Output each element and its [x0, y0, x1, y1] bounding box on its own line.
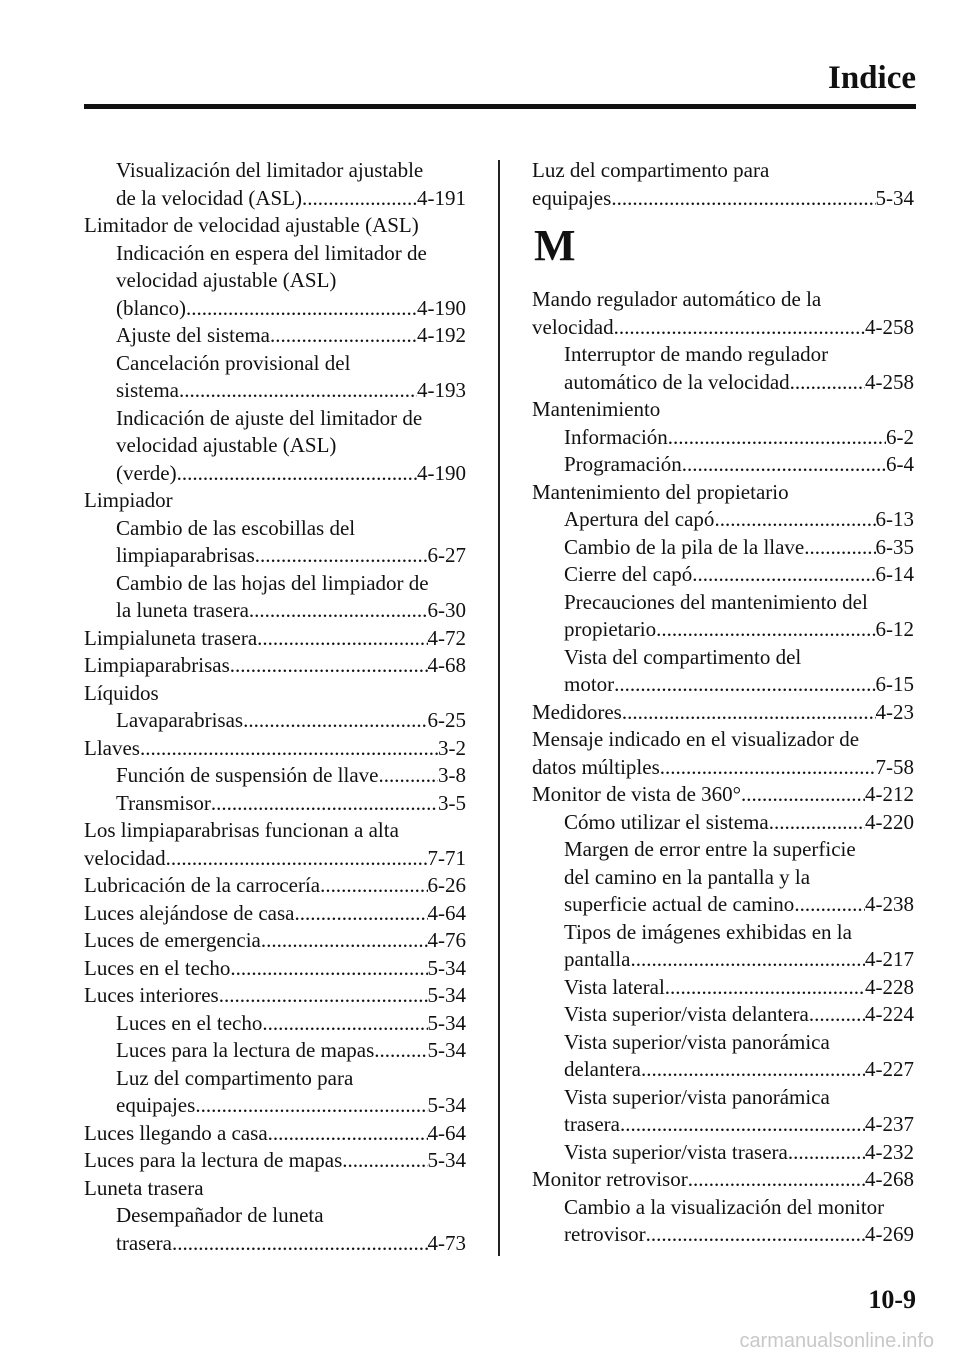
index-entry — [532, 836, 914, 919]
page-reference: 7-71 — [427, 845, 466, 870]
dot-leader — [268, 1120, 428, 1148]
entry-text: automático de la velocidad — [564, 369, 790, 394]
page-reference: 3-2 — [438, 735, 466, 760]
page-reference: 4-232 — [865, 1139, 914, 1164]
index-entry — [84, 405, 466, 488]
dot-leader — [166, 845, 428, 873]
page-reference: 6-15 — [875, 672, 914, 696]
page-reference: 4-191 — [417, 185, 466, 210]
index-entry — [84, 1120, 466, 1148]
dot-leader — [262, 1010, 427, 1038]
entry-text: Luces de emergencia — [84, 928, 261, 952]
index-entry — [532, 1001, 914, 1029]
dot-leader — [249, 597, 428, 625]
index-entry — [532, 1084, 914, 1139]
index-entry — [84, 570, 466, 625]
dot-leader — [172, 1230, 428, 1258]
entry-text: Luces para la lectura de mapas — [84, 1148, 343, 1172]
entry-text: Luces para la lectura de mapas — [116, 1038, 375, 1062]
dot-leader — [769, 809, 865, 837]
entry-text: Limitador de velocidad ajustable (ASL) — [84, 213, 419, 237]
dot-leader — [656, 616, 875, 644]
entry-text: Luces interiores — [84, 983, 219, 1007]
entry-text: Apertura del capó — [564, 507, 715, 531]
index-entry — [84, 735, 466, 763]
index-entry — [84, 927, 466, 955]
entry-text: Información — [564, 424, 668, 449]
dot-leader — [620, 1111, 865, 1139]
entry-text: Mantenimiento — [532, 397, 661, 421]
index-entry — [532, 589, 914, 644]
entry-text: equipajes — [116, 1093, 196, 1117]
entry-text: retrovisor — [564, 1222, 646, 1246]
dot-leader — [230, 955, 427, 983]
entry-text: (verde) — [116, 460, 177, 485]
entry-text: Vista superior/vista panorámica — [564, 1084, 830, 1109]
page-reference: 7-58 — [875, 754, 914, 779]
entry-text: Luces en el techo — [84, 955, 231, 980]
entry-text: Programación — [564, 452, 682, 476]
page-reference: 4-269 — [865, 1222, 914, 1246]
entry-text: Tipos de imágenes exhibidas en la — [564, 919, 852, 944]
page-reference: 4-268 — [865, 1167, 914, 1191]
entry-text: Lavaparabrisas — [116, 708, 244, 732]
index-entry — [84, 1065, 466, 1120]
index-entry — [532, 534, 914, 562]
index-entry — [84, 1202, 466, 1257]
entry-text: Cambio de las hojas del limpiador de — [116, 570, 429, 595]
entry-text: Luces llegando a casa — [84, 1120, 268, 1145]
page-reference: 5-34 — [427, 1038, 466, 1062]
index-entry — [532, 644, 914, 699]
entry-text: Vista superior/vista trasera — [564, 1139, 788, 1164]
entry-text: pantalla — [564, 947, 631, 971]
index-entry — [84, 487, 466, 515]
dot-leader — [302, 185, 417, 213]
dot-leader — [261, 927, 428, 955]
entry-text: Margen de error entre la superficie — [564, 837, 856, 861]
entry-text: Cierre del capó — [564, 562, 693, 586]
entry-text: datos múltiples — [532, 754, 660, 779]
page-reference: 4-76 — [427, 928, 466, 952]
entry-text: Limpiador — [84, 488, 173, 512]
index-entry — [84, 1037, 466, 1065]
entry-text: Visualización del limitador ajustable — [116, 158, 424, 182]
page-reference: 4-190 — [417, 460, 466, 485]
index-column-right — [532, 157, 914, 1249]
index-entry — [532, 699, 914, 727]
page-reference: 5-34 — [427, 955, 466, 980]
entry-text: Limpiaparabrisas — [84, 653, 230, 677]
entry-text: Luneta trasera — [84, 1175, 204, 1200]
entry-text: Monitor de vista de 360° — [532, 782, 742, 806]
dot-leader — [668, 424, 886, 452]
dot-leader — [622, 699, 876, 727]
index-entry — [84, 1175, 466, 1203]
page-reference: 6-14 — [875, 562, 914, 586]
page-reference: 3-5 — [438, 790, 466, 815]
index-entry — [532, 396, 914, 424]
page-reference: 5-34 — [427, 1010, 466, 1035]
entry-text: Función de suspensión de llave — [116, 763, 379, 787]
dot-leader — [788, 1139, 865, 1167]
page-reference: 6-2 — [886, 424, 914, 449]
dot-leader — [804, 534, 875, 562]
page-reference: 4-212 — [865, 782, 914, 806]
dot-leader — [211, 790, 438, 818]
index-entry — [84, 955, 466, 983]
dot-leader — [255, 542, 428, 570]
index-entry — [532, 781, 914, 809]
entry-text: Transmisor — [116, 790, 211, 815]
index-entry — [532, 451, 914, 479]
entry-text: Líquidos — [84, 680, 159, 705]
page-reference: 4-64 — [427, 900, 466, 925]
entry-text: (blanco) — [116, 295, 186, 320]
dot-leader — [257, 625, 427, 653]
index-entry — [84, 240, 466, 323]
column-divider — [498, 160, 500, 1256]
page-reference: 4-217 — [865, 947, 914, 971]
entry-text: Cancelación provisional del — [116, 350, 351, 375]
entry-text: equipajes — [532, 185, 612, 210]
entry-text: Limpialuneta trasera — [84, 625, 258, 650]
dot-leader — [630, 946, 865, 974]
entry-text: la luneta trasera — [116, 598, 249, 622]
dot-leader — [374, 1037, 427, 1065]
entry-text: limpiaparabrisas — [116, 543, 255, 567]
entry-text: velocidad ajustable (ASL) — [116, 268, 337, 292]
section-letter: M — [534, 221, 576, 270]
page-reference: 5-34 — [427, 1148, 466, 1172]
dot-leader — [790, 369, 865, 397]
dot-leader — [320, 872, 427, 900]
entry-text: Indicación en espera del limitador de — [116, 240, 427, 265]
index-entry — [532, 974, 914, 1002]
page-reference: 4-258 — [865, 314, 914, 339]
page-reference: 6-27 — [427, 543, 466, 567]
index-entry — [84, 652, 466, 680]
index-entry — [84, 515, 466, 570]
index-entry — [532, 1029, 914, 1084]
dot-leader — [741, 781, 865, 809]
dot-leader — [342, 1147, 427, 1175]
index-entry — [532, 1166, 914, 1194]
entry-text: trasera — [564, 1112, 620, 1136]
entry-text: Los limpiaparabrisas funcionan a alta — [84, 818, 399, 842]
index-entry — [84, 157, 466, 212]
page-reference: 4-192 — [417, 323, 466, 347]
dot-leader — [230, 652, 428, 680]
page-reference: 4-72 — [427, 625, 466, 650]
index-entry — [84, 1147, 466, 1175]
entry-text: Medidores — [532, 699, 622, 724]
dot-leader — [378, 762, 438, 790]
index-entry — [84, 350, 466, 405]
dot-leader — [688, 1166, 865, 1194]
watermark-brand: carmanualsonline.info — [739, 1330, 934, 1352]
index-group-top — [532, 157, 914, 212]
entry-text: Luz del compartimento para — [532, 158, 770, 182]
entry-text: Ajuste del sistema — [116, 323, 270, 347]
page-reference: 6-13 — [875, 507, 914, 531]
index-entry — [532, 809, 914, 837]
entry-text: Llaves — [84, 735, 140, 760]
dot-leader — [692, 561, 875, 589]
index-column-left — [84, 157, 466, 1257]
dot-leader — [646, 1221, 865, 1249]
entry-text: Vista lateral — [564, 974, 665, 999]
index-entry — [84, 900, 466, 928]
page-reference: 4-228 — [865, 974, 914, 999]
page-reference: 6-30 — [427, 598, 466, 622]
dot-leader — [614, 671, 875, 699]
index-entry — [84, 982, 466, 1010]
entry-text: superficie actual de camino — [564, 892, 795, 916]
entry-text: Luz del compartimento para — [116, 1065, 354, 1090]
page-reference: 6-4 — [886, 452, 914, 476]
dot-leader — [219, 982, 428, 1010]
page-title: Indice — [827, 60, 916, 96]
entry-text: Vista superior/vista delantera — [564, 1002, 809, 1026]
dot-leader — [794, 891, 865, 919]
entry-text: motor — [564, 672, 615, 696]
dot-leader — [195, 1092, 427, 1120]
index-entry — [84, 817, 466, 872]
dot-leader — [682, 451, 886, 479]
page-reference: 4-258 — [865, 369, 914, 394]
page-reference: 4-227 — [865, 1057, 914, 1081]
index-entry — [84, 680, 466, 708]
dot-leader — [186, 295, 417, 323]
entry-text: Mensaje indicado en el visualizador de — [532, 727, 860, 751]
page-reference: 6-26 — [427, 873, 466, 897]
dot-leader — [809, 1001, 865, 1029]
page-reference: 4-73 — [427, 1230, 466, 1255]
entry-text: Cambio de las escobillas del — [116, 515, 356, 540]
dot-leader — [243, 707, 427, 735]
page-reference: 4-238 — [865, 892, 914, 916]
index-entry — [532, 157, 914, 212]
page-reference: 4-220 — [865, 809, 914, 834]
entry-text: de la velocidad (ASL) — [116, 185, 303, 210]
entry-text: Monitor retrovisor — [532, 1167, 688, 1191]
entry-text: velocidad ajustable (ASL) — [116, 433, 337, 457]
dot-leader — [665, 974, 865, 1002]
entry-text: Cómo utilizar el sistema — [564, 809, 769, 834]
index-entry — [84, 212, 466, 240]
page-reference: 4-224 — [865, 1002, 914, 1026]
page-reference: 5-34 — [875, 185, 914, 210]
entry-text: sistema — [116, 378, 179, 402]
entry-text: velocidad — [84, 845, 166, 870]
index-entry — [532, 506, 914, 534]
dot-leader — [660, 754, 876, 782]
index-entry — [532, 424, 914, 452]
page-reference: 4-68 — [427, 653, 466, 677]
entry-text: Luces alejándose de casa — [84, 900, 295, 925]
page-reference: 5-34 — [427, 1093, 466, 1117]
entry-text: Precauciones del mantenimiento del — [564, 589, 868, 614]
entry-text: Vista superior/vista panorámica — [564, 1029, 830, 1054]
index-entry — [84, 322, 466, 350]
index-entry — [532, 919, 914, 974]
page-reference: 6-12 — [875, 617, 914, 641]
index-entry — [84, 707, 466, 735]
index-entry — [532, 341, 914, 396]
page-reference: 4-64 — [427, 1120, 466, 1145]
index-entry — [532, 479, 914, 507]
entry-text: delantera — [564, 1057, 641, 1081]
entry-text: propietario — [564, 617, 657, 641]
page-reference: 4-190 — [417, 295, 466, 320]
page-number: 10-9 — [868, 1285, 916, 1314]
dot-leader — [611, 185, 875, 213]
index-entry — [84, 625, 466, 653]
header-rule — [84, 104, 916, 109]
index-entry — [532, 1139, 914, 1167]
entry-text: Luces en el techo — [116, 1010, 263, 1035]
dot-leader — [714, 506, 875, 534]
dot-leader — [179, 377, 417, 405]
dot-leader — [294, 900, 427, 928]
entry-text: del camino en la pantalla y la — [564, 864, 811, 889]
index-group-m — [532, 286, 914, 1249]
index-entry — [84, 790, 466, 818]
index-entry — [532, 561, 914, 589]
page-reference: 4-23 — [875, 699, 914, 724]
entry-text: Vista del compartimento del — [564, 644, 802, 669]
page-reference: 4-193 — [417, 378, 466, 402]
page-reference: 3-8 — [438, 763, 466, 787]
entry-text: Cambio a la visualización del monitor — [564, 1194, 885, 1219]
entry-text: Mantenimiento del propietario — [532, 479, 789, 504]
entry-text: Desempañador de luneta — [116, 1203, 324, 1227]
dot-leader — [177, 460, 417, 488]
dot-leader — [614, 314, 865, 342]
entry-text: Cambio de la pila de la llave — [564, 534, 805, 559]
page-reference: 6-35 — [875, 534, 914, 559]
page-reference: 6-25 — [427, 708, 466, 732]
entry-text: Interruptor de mando regulador — [564, 342, 829, 366]
index-entry — [84, 1010, 466, 1038]
entry-text: Indicación de ajuste del limitador de — [116, 405, 423, 430]
page-reference: 4-237 — [865, 1112, 914, 1136]
index-entry — [532, 1194, 914, 1249]
index-entry — [84, 762, 466, 790]
dot-leader — [270, 322, 417, 350]
index-entry — [532, 726, 914, 781]
page-reference: 5-34 — [427, 983, 466, 1007]
entry-text: trasera — [116, 1230, 172, 1255]
entry-text: Mando regulador automático de la — [532, 287, 822, 311]
entry-text: Lubricación de la carrocería — [84, 873, 321, 897]
entry-text: velocidad — [532, 314, 614, 339]
dot-leader — [140, 735, 438, 763]
dot-leader — [641, 1056, 865, 1084]
index-entry — [84, 872, 466, 900]
index-entry — [532, 286, 914, 341]
